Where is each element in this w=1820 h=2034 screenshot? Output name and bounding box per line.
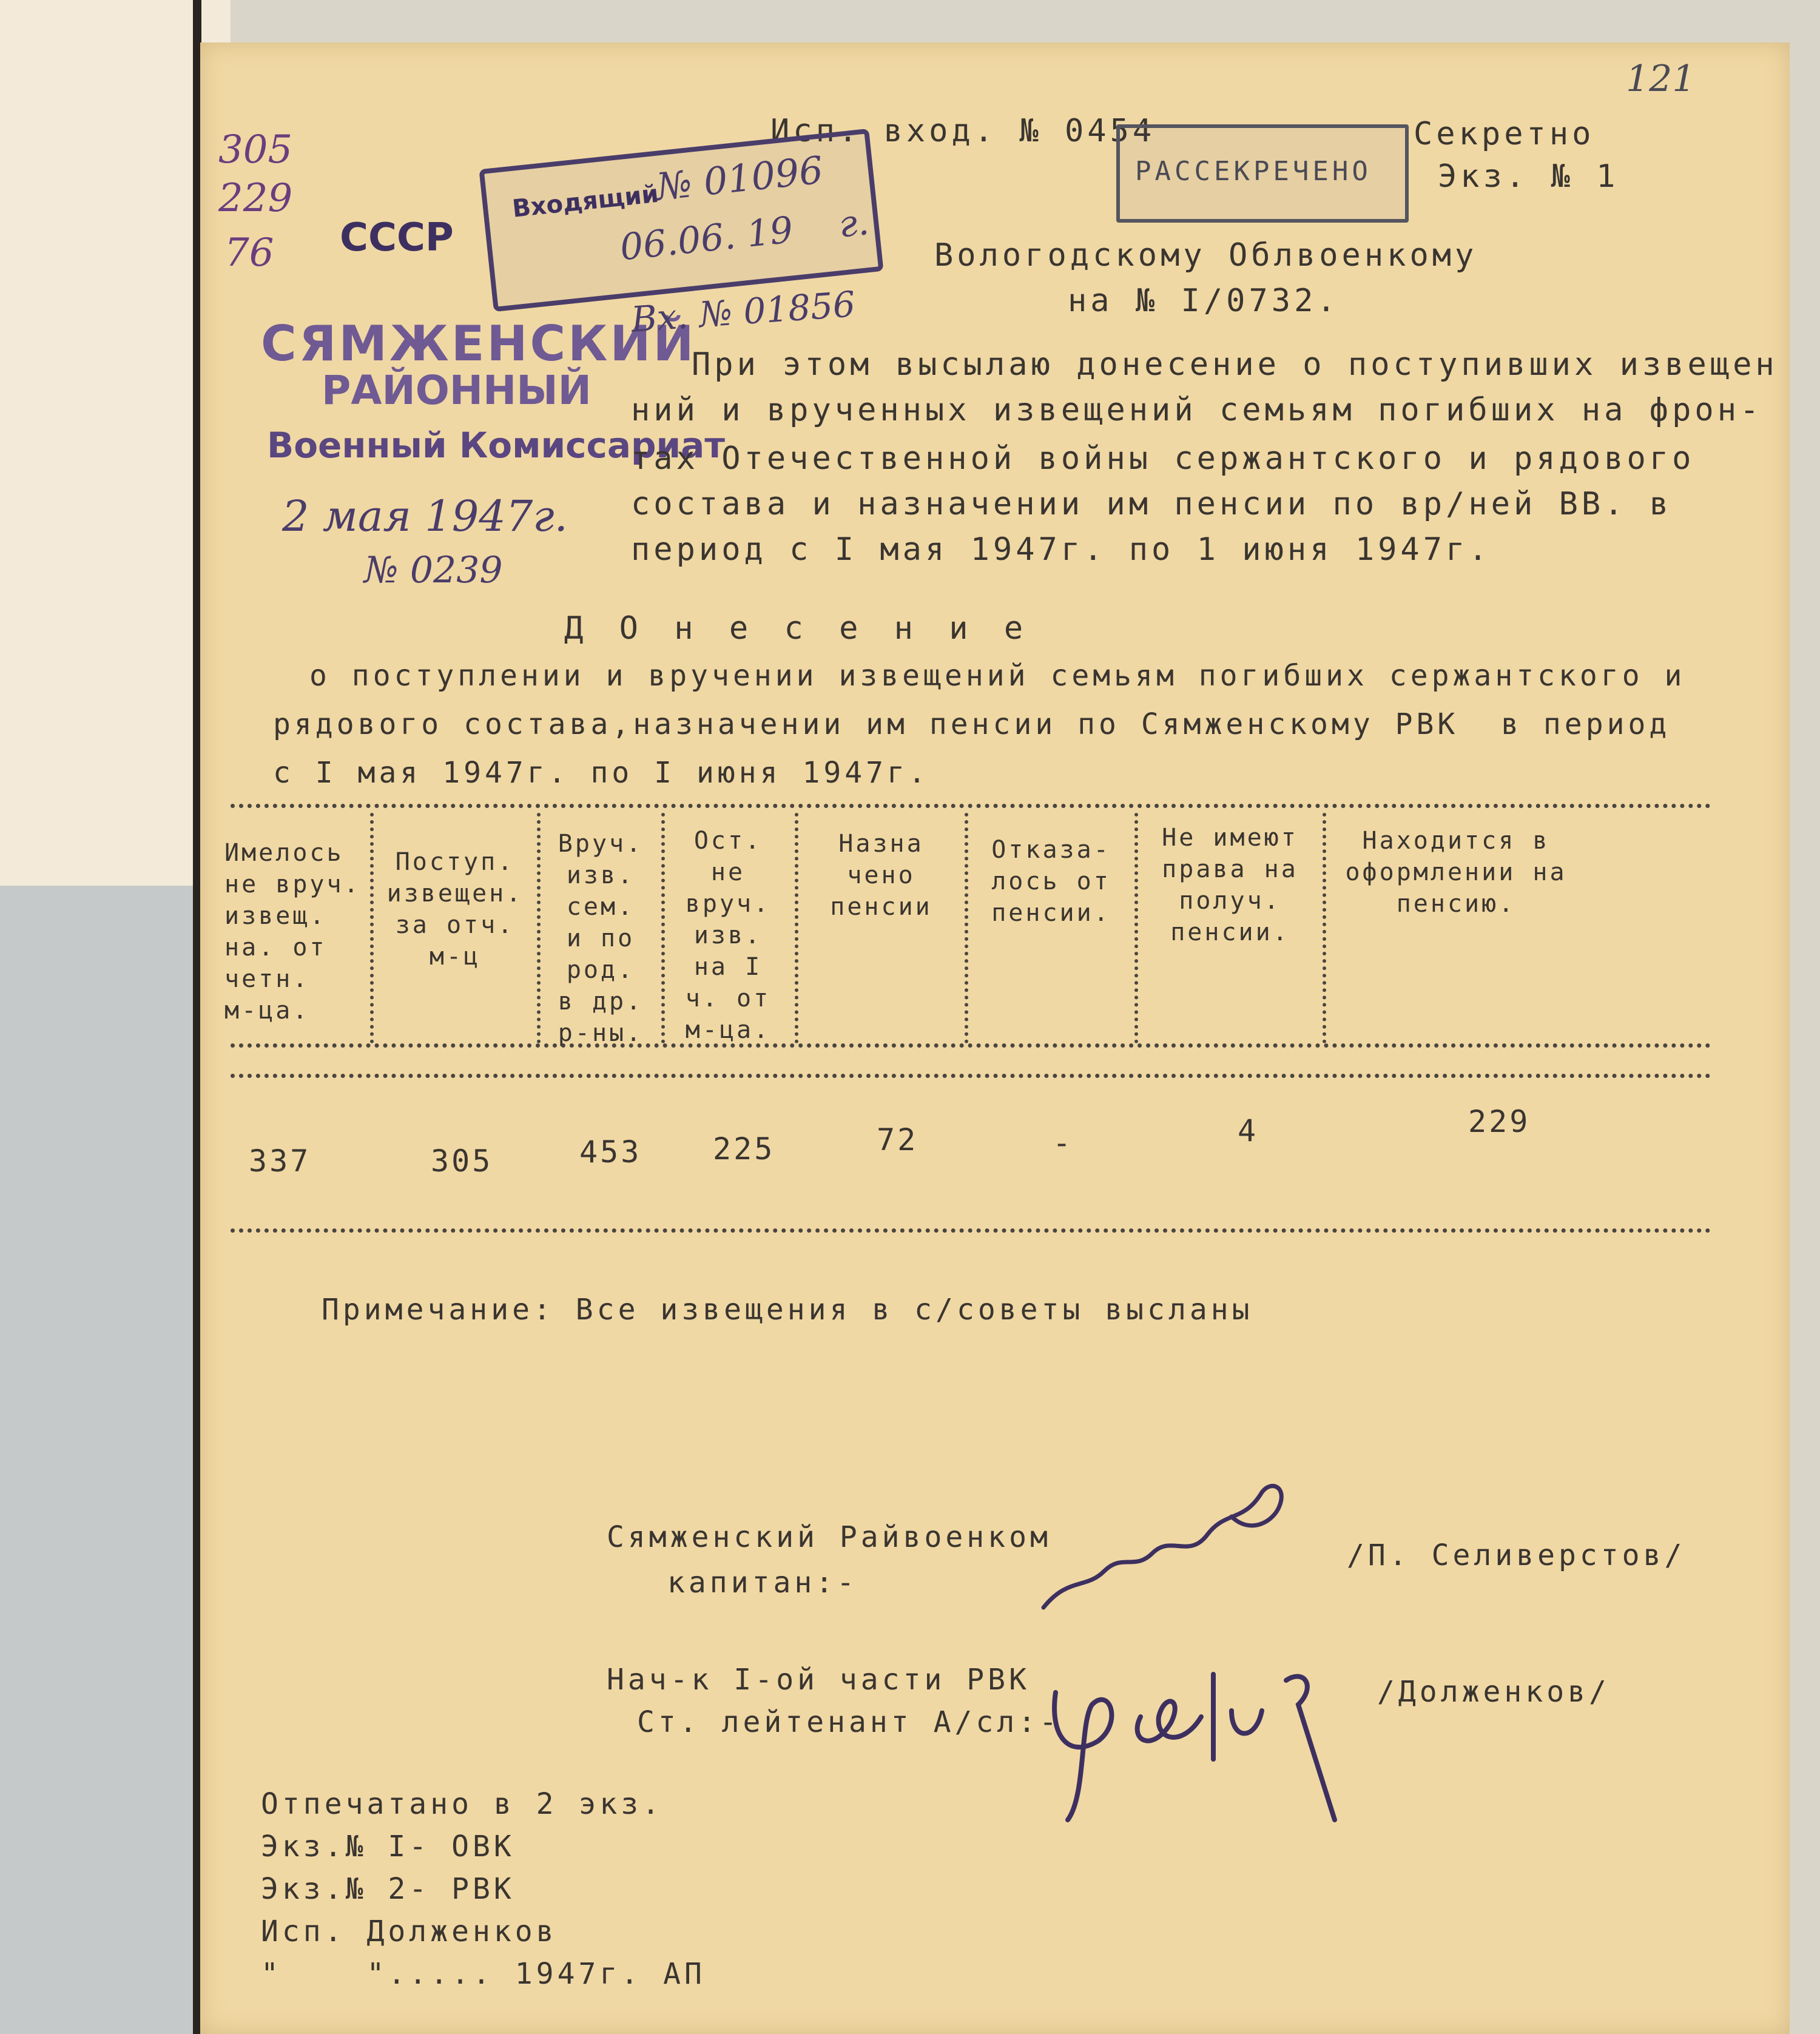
report-note: Примечание: Все извещения в с/советы высланы [322, 1293, 1253, 1327]
page-number: 121 [1626, 58, 1696, 100]
footer-line: Экз.№ 2- РВК [261, 1872, 515, 1906]
margin-note: 229 [218, 176, 293, 221]
signature-name: /П. Селиверстов/ [1347, 1538, 1686, 1572]
copy-number: Экз. № 1 [1438, 158, 1619, 195]
sender-stamp-ussr: СССР [340, 215, 454, 260]
table-header-cell: Находится в оформлении на пенсию. [1345, 827, 1567, 918]
report-subtitle-line: с I мая 1947г. по I июня 1947г. [273, 756, 929, 790]
outgoing-number: Исп. вход. № 0454 [770, 113, 1156, 149]
footer-line: Исп. Долженков [261, 1914, 558, 1948]
report-subtitle-line: о поступлении и вручении извещений семьям погибших сержантского и [309, 659, 1686, 693]
table-value: - [1053, 1125, 1074, 1160]
intro-line: тах Отечественной войны сержантского и рядового [631, 440, 1695, 477]
sender-stamp-date: 2 мая 1947г. [282, 491, 568, 541]
sender-stamp-district: СЯМЖЕНСКИЙ [261, 315, 696, 372]
footer-line: Отпечатано в 2 экз. [261, 1787, 664, 1821]
sender-stamp-commissariat: Военный Комиссариат [267, 425, 725, 466]
handwritten-signature [1031, 1638, 1383, 1832]
intro-line: При этом высылаю донесение о поступивших извещен [692, 346, 1778, 383]
table-header-cell: Ост. не вруч. изв. на I ч. от м-ца. [685, 827, 771, 1044]
table-top-rule [231, 804, 1711, 808]
table-header-cell: Назна чено пенсии [830, 830, 932, 921]
table-value: 225 [713, 1131, 775, 1167]
column-separator [370, 813, 374, 1043]
table-header-cell: Имелось не вруч. извещ. на. от четн. м-ца. [224, 839, 361, 1025]
table-header-cell: Не имеют права на получ. пенсии. [1162, 824, 1298, 946]
column-separator [1323, 813, 1326, 1043]
intro-line: период с I мая 1947г. по 1 июня 1947г. [631, 531, 1491, 568]
column-separator [1134, 813, 1138, 1043]
sender-stamp-number: № 0239 [364, 549, 503, 591]
signature-title: Сямженский Райвоенком [607, 1520, 1051, 1554]
table-value: 453 [579, 1134, 642, 1170]
margin-note: 305 [218, 127, 293, 172]
intro-line: ний и врученных извещений семьям погибших на фрон- [631, 392, 1763, 428]
column-separator [795, 813, 798, 1043]
signature-title: Ст. лейтенант А/сл:- [637, 1705, 1060, 1739]
intro-line: состава и назначении им пенсии по вр/ней ВВ. в [631, 486, 1673, 522]
table-header-cell: Отказа- лось от пенсии. [991, 836, 1111, 927]
table-header-cell: Вруч. изв. сем. и по род. в др. р-ны. [558, 830, 644, 1047]
table-header-rule [231, 1043, 1711, 1048]
margin-note: 76 [224, 231, 274, 275]
footer-line: Экз.№ I- ОВК [261, 1830, 515, 1864]
addressee: Вологодскому Облвоенкому [934, 237, 1478, 274]
incoming-handnote: Вх. № 01856 [630, 283, 857, 340]
report-subtitle-line: рядового состава,назначении им пенсии по Сямженскому РВК в период [273, 707, 1671, 741]
table-value: 229 [1468, 1104, 1531, 1139]
reference-number: на № I/0732. [1068, 283, 1340, 319]
column-separator [537, 813, 541, 1043]
signature-title: капитан:- [667, 1566, 858, 1600]
table-header-cell: Поступ. извещен. за отч. м-ц [386, 848, 524, 971]
table-value: 337 [249, 1143, 311, 1179]
column-separator [965, 813, 968, 1043]
signature-name: /Долженков/ [1377, 1675, 1610, 1709]
sender-stamp-raion: РАЙОННЫЙ [322, 367, 592, 414]
table-header-rule-2 [231, 1074, 1711, 1078]
table-value: 4 [1238, 1113, 1259, 1148]
signature-title: Нач-к I-ой части РВК [607, 1663, 1030, 1697]
declassified-stamp: РАССЕКРЕЧЕНО [1116, 124, 1409, 223]
secrecy-label: Секретно [1414, 116, 1595, 152]
footer-line: " "..... 1947г. АП [261, 1957, 706, 1991]
handwritten-signature [1031, 1468, 1298, 1638]
table-bottom-rule [231, 1228, 1711, 1233]
table-value: 305 [431, 1143, 493, 1179]
incoming-stamp: Входящий № 01096 06.06. 19 г. [479, 129, 883, 312]
report-title: Д О н е с е н и е [564, 610, 1032, 647]
table-value: 72 [877, 1122, 918, 1157]
